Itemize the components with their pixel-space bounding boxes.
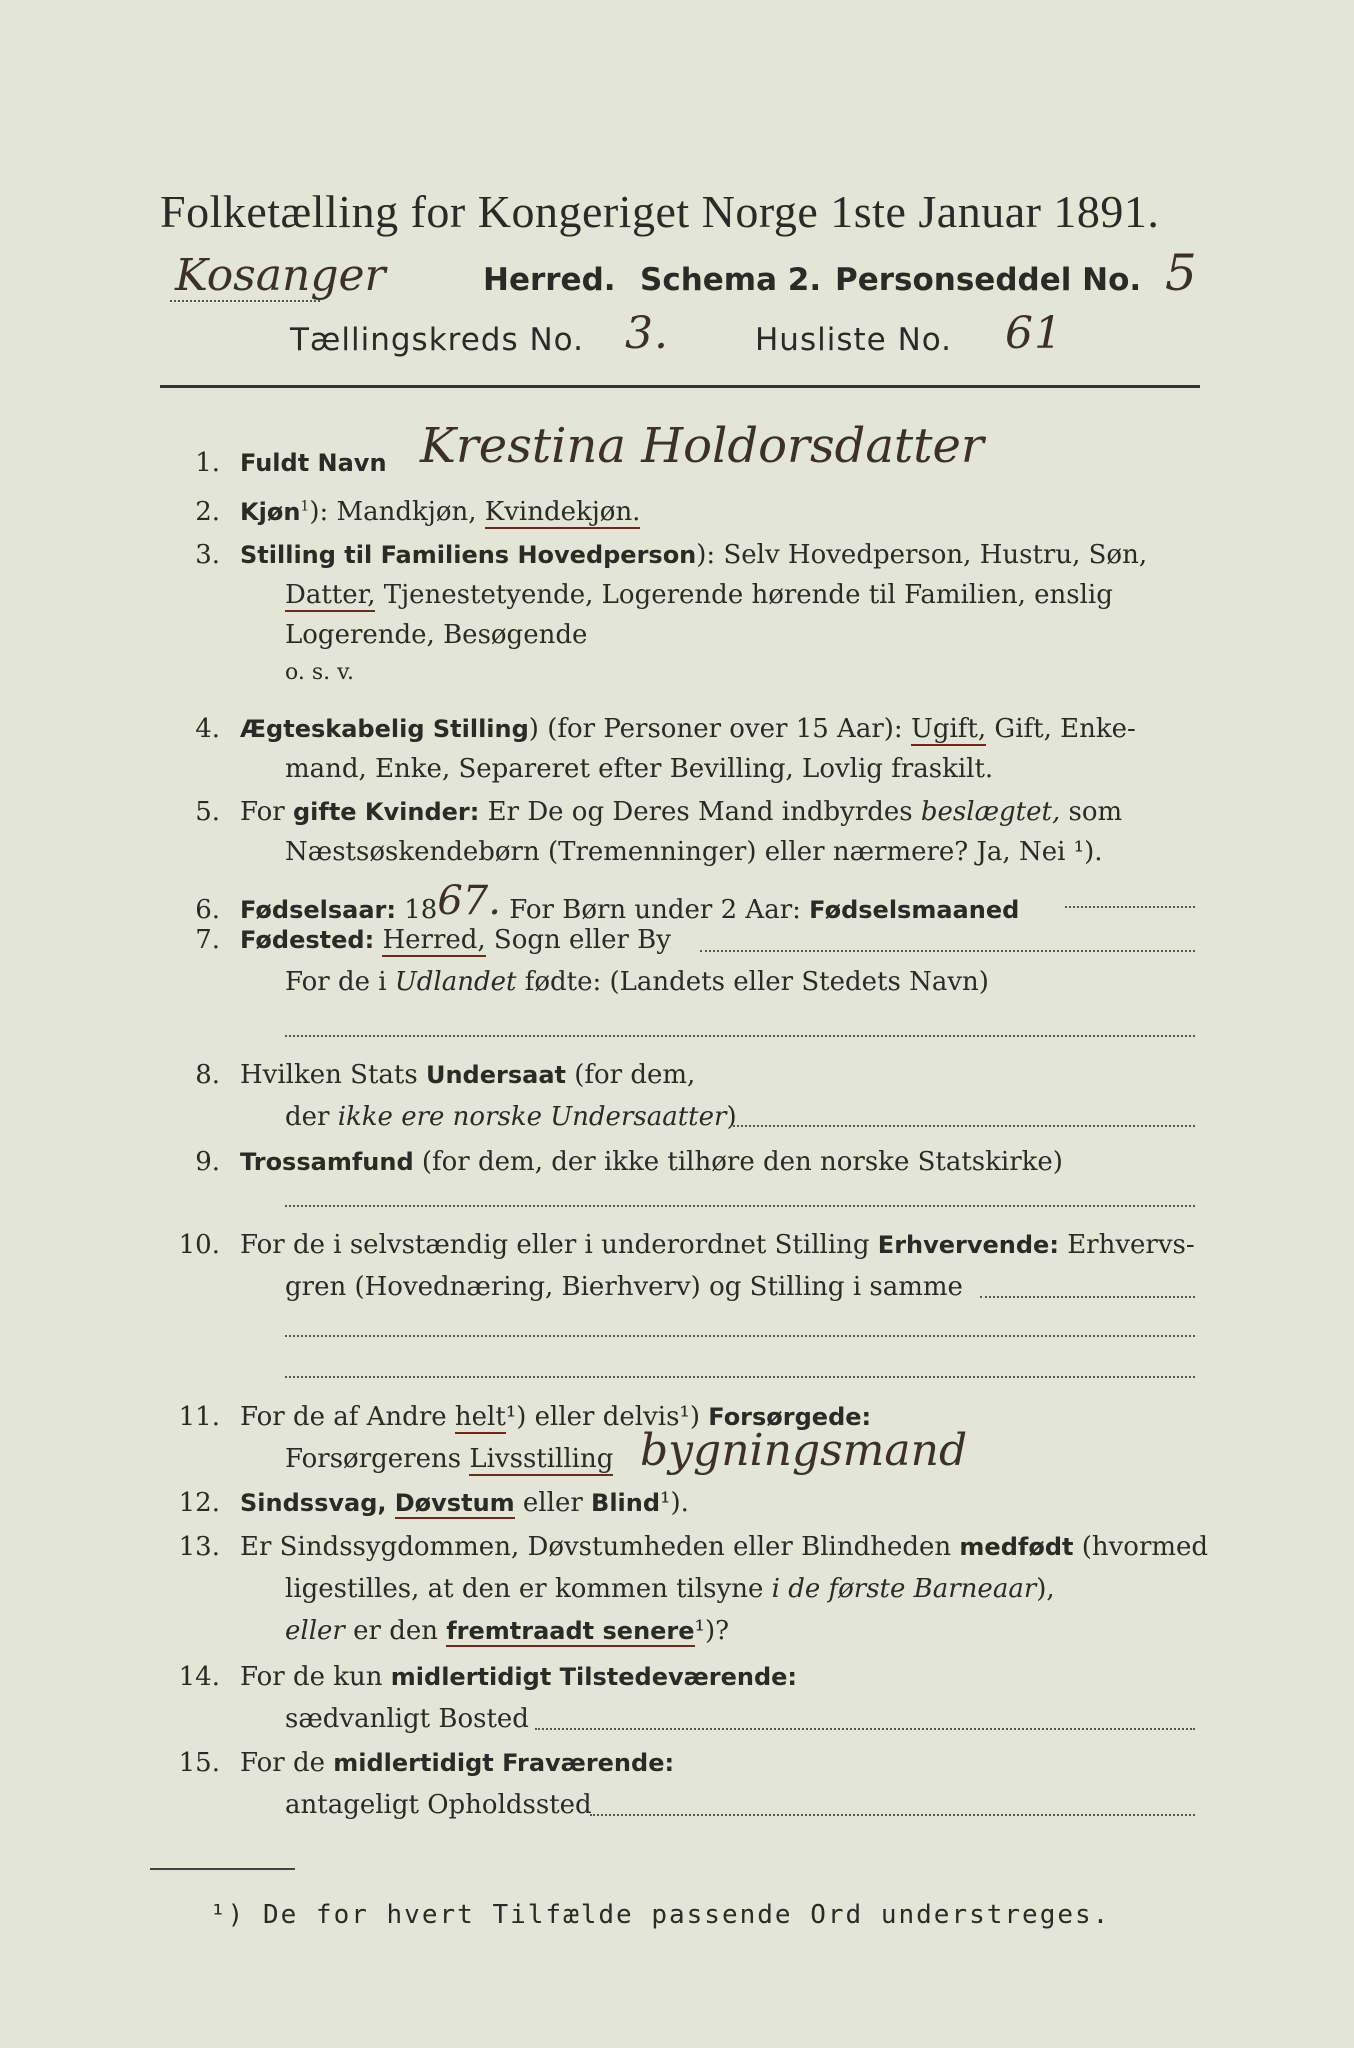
personseddel-label: Personseddel No.: [835, 262, 1142, 298]
item-13: 13. Er Sindssygdommen, Døvstumheden eller Blindheden medfødt (hvormed: [178, 1532, 1209, 1562]
item-14: 14. For de kun midlertidigt Tilstedeværende:: [178, 1662, 798, 1692]
item-4: 4. Ægteskabelig Stilling) (for Personer over 15 Aar): Ugift, Gift, Enke-: [195, 714, 1136, 744]
fodselsaar-value: 67.: [437, 878, 501, 924]
bosted-dotline: [535, 1728, 1195, 1730]
personseddel-value: 5: [1165, 244, 1197, 302]
item-1: 1. Fuldt Navn: [195, 448, 387, 478]
husliste-label: Husliste No.: [755, 322, 953, 358]
taellingskreds-value: 3.: [625, 308, 669, 359]
item-3-line2: Datter, Tjenestetyende, Logerende hørende til Familien, enslig: [285, 580, 1113, 610]
item-9: 9. Trossamfund (for dem, der ikke tilhøre den norske Statskirke): [195, 1147, 1063, 1177]
item-3-line4: o. s. v.: [285, 660, 354, 685]
header-row-taellingskreds: [290, 308, 1090, 368]
erhverv-dotline-2: [285, 1335, 1195, 1337]
fodselsmaaned-dotline: [1065, 906, 1195, 908]
fuldt-navn-value: Krestina Holdorsdatter: [420, 418, 984, 474]
herred-dotline: [170, 300, 320, 302]
undersaat-dotline: [730, 1125, 1195, 1127]
husliste-value: 61: [1005, 308, 1063, 359]
forsorgerens-livsstilling-value: bygningsmand: [640, 1425, 968, 1476]
item-8: 8. Hvilken Stats Undersaat (for dem,: [195, 1060, 696, 1090]
item-3-line3: Logerende, Besøgende: [285, 620, 588, 650]
item-10: 10. For de i selvstændig eller i underordnet Stilling Erhvervende: Erhvervs-: [178, 1230, 1195, 1260]
header-rule: [160, 385, 1200, 388]
udlandet-dotline: [285, 1035, 1195, 1037]
item-11-line2: Forsørgerens Livsstilling: [285, 1444, 614, 1474]
opholdssted-dotline: [590, 1814, 1195, 1816]
fodested-dotline: [700, 950, 1195, 952]
header-row-herred: [165, 244, 1235, 310]
herred-underlined: Herred,: [382, 925, 486, 955]
form-title: Folketælling for Kongeriget Norge 1ste Januar 1891.: [160, 186, 1160, 237]
erhverv-dotline-1: [980, 1296, 1195, 1298]
taellingskreds-label: Tællingskreds No.: [290, 322, 584, 358]
herred-label: Herred.: [483, 262, 616, 298]
footnote: ¹) De for hvert Tilfælde passende Ord understreges.: [210, 1900, 1111, 1930]
trossamfund-dotline: [285, 1205, 1195, 1207]
helt-underlined: helt: [454, 1402, 506, 1432]
item-7: 7. Fødested: Herred, Sogn eller By: [195, 925, 671, 955]
item-15: 15. For de midlertidigt Fraværende:: [178, 1748, 675, 1778]
ugift-underlined: Ugift,: [910, 714, 987, 744]
item-14-line2: sædvanligt Bosted: [285, 1704, 529, 1734]
item-11: 11. For de af Andre helt¹) eller delvis¹) Forsørgede:: [178, 1402, 872, 1432]
footnote-rule: [150, 1868, 295, 1870]
item-10-line2: gren (Hovednæring, Bierhverv) og Stilling i samme: [285, 1272, 963, 1302]
item-5: 5. For gifte Kvinder: Er De og Deres Mand indbyrdes beslægtet, som: [195, 797, 1123, 827]
item-4-line2: mand, Enke, Separeret efter Bevilling, Lovlig fraskilt.: [285, 754, 994, 784]
fuldt-navn-label: Fuldt Navn: [240, 449, 387, 477]
kvindekjon-underlined: Kvindekjøn.: [484, 497, 641, 527]
item-3: 3. Stilling til Familiens Hovedperson): Selv Hovedperson, Hustru, Søn,: [195, 540, 1148, 570]
item-13-line2: ligestilles, at den er kommen tilsyne i de første Barneaar),: [285, 1574, 1055, 1604]
datter-underlined: Datter,: [285, 580, 376, 610]
herred-handwritten: Kosanger: [175, 250, 386, 301]
schema-label: Schema 2.: [640, 262, 822, 298]
erhverv-dotline-3: [285, 1376, 1195, 1378]
item-15-line2: antageligt Opholdssted: [285, 1790, 592, 1820]
item-5-line2: Næstsøskendebørn (Tremenninger) eller nærmere? Ja, Nei ¹).: [285, 837, 1103, 867]
item-12: 12. Sindssvag, Døvstum eller Blind¹).: [178, 1488, 689, 1518]
item-6: 6. Fødselsaar: 1867. For Børn under 2 Aar: Fødselsmaaned: [195, 878, 1020, 925]
item-7-line2: For de i Udlandet fødte: (Landets eller Stedets Navn): [285, 967, 989, 997]
dovstum-underlined: Døvstum: [394, 1489, 515, 1517]
item-13-line3: eller er den fremtraadt senere¹)?: [285, 1616, 730, 1646]
fremtraadt-senere-underlined: fremtraadt senere: [446, 1617, 695, 1645]
item-2: 2. Kjøn$^1$): Mandkjøn, Kvindekjøn.: [195, 497, 641, 527]
item-8-line2: der ikke ere norske Undersaatter): [285, 1102, 737, 1132]
